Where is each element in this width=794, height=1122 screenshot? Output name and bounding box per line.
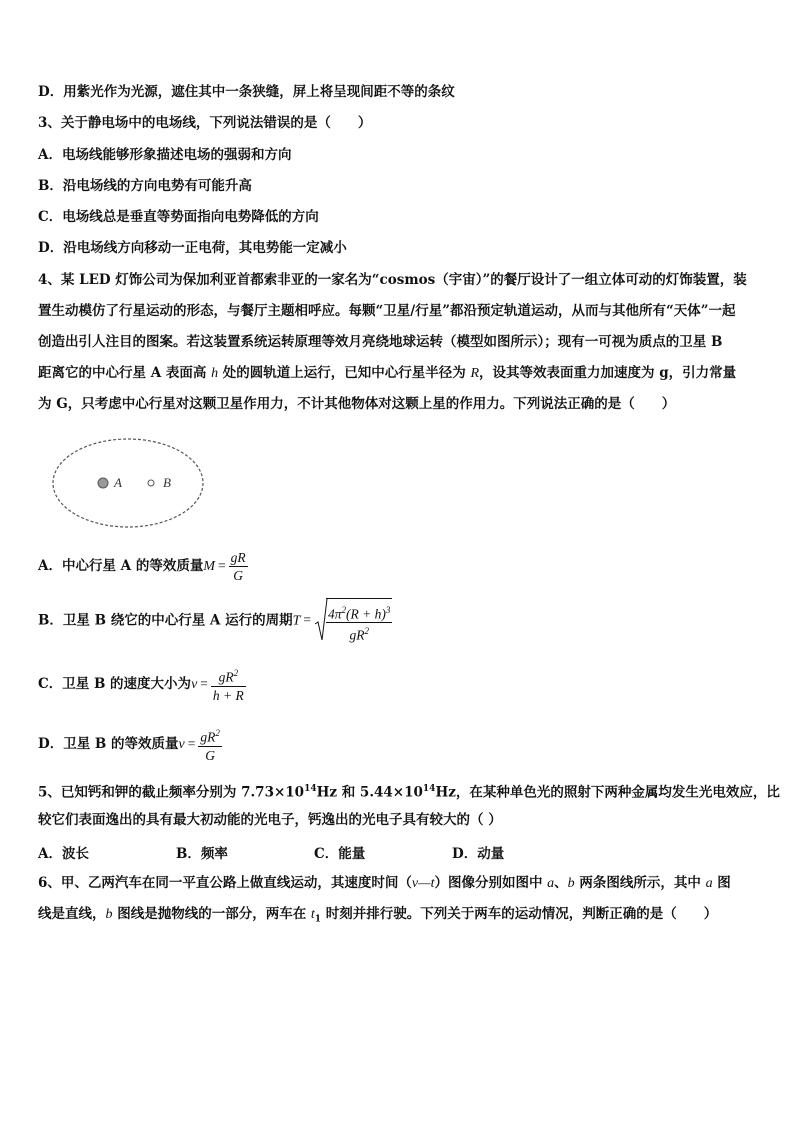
var-h: h — [211, 366, 219, 381]
question-6-line-2: 线是直线，b 图线是抛物线的一部分，两车在 $t_1$ 时刻并排行驶。下列关于两车的运动情况，判断正确的是（ ） — [38, 906, 718, 925]
question-5-option-d: D．动量 — [452, 846, 505, 862]
question-3-option-b: B．沿电场线的方向电势有可能升高 — [38, 178, 252, 194]
question-5-option-c: C．能量 — [314, 846, 366, 862]
var-R: R — [470, 366, 480, 381]
question-4-line-4: 距离它的中心行星 A 表面高 h 处的圆轨道上运行，已知中心行星半径为 R，设其等效表面重力加速度为 g，引力常量 — [38, 365, 737, 381]
question-3-option-d: D．沿电场线方向移动一正电荷，其电势能一定减小 — [38, 240, 347, 256]
question-3-option-a: A．电场线能够形象描述电场的强弱和方向 — [38, 147, 292, 163]
question-4-line-5: 为 G，只考虑中心行星对这颗卫星作用力，不计其他物体对这颗上星的作用力。下列说法正确的是（ ） — [38, 396, 676, 412]
question-4-option-c: C．卫星 B 的速度大小为v = $\frac{gR^2}{h + R}$ — [38, 664, 246, 705]
question-5-option-a: A．波长 — [38, 846, 89, 862]
question-5-option-b: B．频率 — [176, 846, 228, 862]
radical-sign — [314, 598, 328, 642]
planet-a-dot — [98, 478, 108, 488]
label-a: A — [114, 475, 122, 490]
prev-option-d: D．用紫光作为光源，遮住其中一条狭缝，屏上将呈现间距不等的条纹 — [38, 84, 455, 100]
question-3-option-c: C．电场线总是垂直等势面指向电势降低的方向 — [38, 209, 319, 225]
orbit-diagram — [48, 435, 208, 531]
question-4-option-a: A．中心行星 A 的等效质量M = $\frac{gR}{G}$ — [38, 550, 246, 583]
question-4-line-1: 4、某 LED 灯饰公司为保加利亚首都索非亚的一家名为“cosmos（宇宙）”的餐厅设计了一组立体可动的灯饰装置，装 — [38, 272, 747, 288]
question-5-line-2: 较它们表面逸出的具有最大初动能的光电子，钙逸出的光电子具有较大的（ ） — [38, 812, 502, 828]
question-5-line-1: 5、已知钙和钾的截止频率分别为 $7.73\times 10^{14}Hz$ 和 $5.44\times 10^{14}Hz$，在某种单色光的照射下两种金属均发生光电效应，比 — [38, 784, 780, 801]
question-4-option-d: D．卫星 B 的等效质量v = $\frac{gR^2}{G}$ — [38, 724, 222, 765]
question-4-line-3: 创造出引人注目的图案。若这装置系统运转原理等效月亮绕地球运转（模型如图所示）；现有一可视为质点的卫星 B — [38, 334, 723, 350]
question-4-option-b: B．卫星 B 绕它的中心行星 A 运行的周期T = $\frac{4\pi^2(R + h)^3}{gR^2}$ — [38, 598, 392, 644]
question-3-stem: 3、关于静电场中的电场线，下列说法错误的是（ ） — [38, 115, 372, 131]
question-5-options — [38, 842, 504, 862]
satellite-b-dot — [148, 480, 154, 486]
question-6-line-1: 6、甲、乙两汽车在同一平直公路上做直线运动，其速度时间（v—t）图像分别如图中 a、b 两条图线所示，其中 a 图 — [38, 875, 731, 891]
label-b: B — [163, 475, 171, 490]
orbit-figure — [48, 435, 208, 531]
sqrt-expression: $\frac{4\pi^2(R + h)^3}{gR^2}$ — [314, 598, 392, 644]
fraction-gR-over-G: $\frac{gR}{G}$ — [230, 550, 246, 583]
orbit-path — [53, 439, 203, 527]
question-4-line-2: 置生动模仿了行星运动的形态，与餐厅主题相呼应。每颗“卫星/行星”都沿预定轨道运动，从而与其他所有“天体”一起 — [38, 303, 736, 319]
